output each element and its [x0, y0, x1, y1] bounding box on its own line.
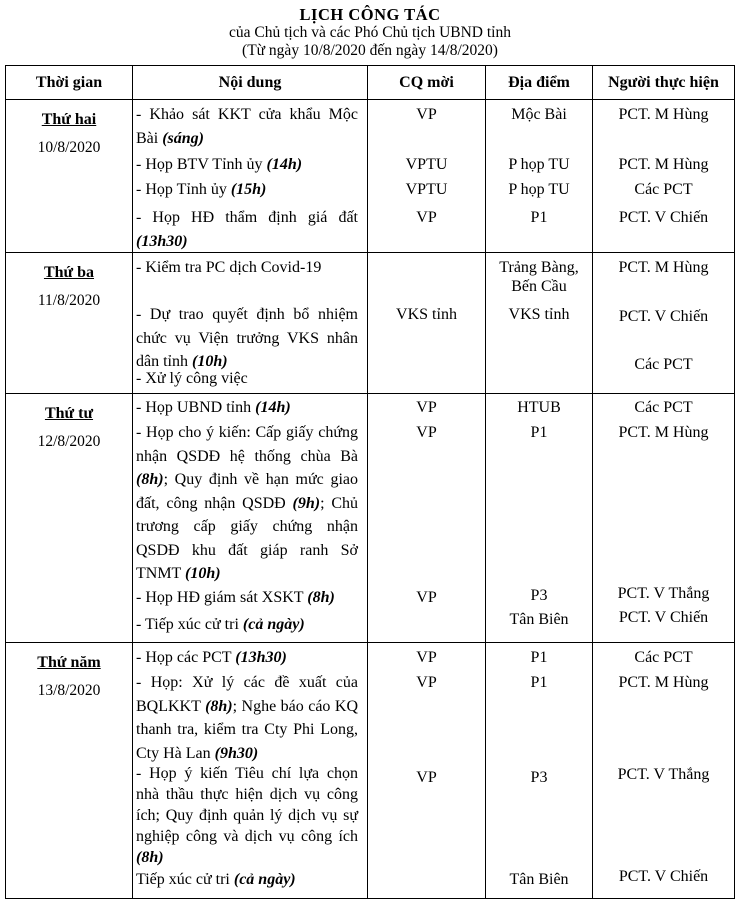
place-text: P họp TU [508, 156, 570, 173]
person-text: PCT. M Hùng [618, 106, 709, 123]
day-name: Thứ hai [41, 111, 97, 128]
col-header-place: Địa điểm [486, 66, 593, 100]
org-text: VP [416, 589, 437, 606]
place-text: Tân Biên [509, 611, 569, 628]
document-title: LỊCH CÔNG TÁC [299, 5, 441, 24]
list-item: - Họp cho ý kiến: Cấp giấy chứng nhận QSDĐ hệ thống chùa Bà (8h); Quy định về hạn mức giao đất, công nhận QSDĐ (9h); Chủ trương cấp giấy chứng nhận QSDĐ khu đất giáp ranh Sở TNMT (10h) [136, 424, 358, 582]
place-text: P1 [530, 649, 548, 666]
place-text: Tân Biên [509, 871, 569, 888]
org-text: VKS tỉnh [396, 306, 457, 323]
schedule-table [5, 65, 735, 899]
person-cell [593, 643, 735, 899]
list-item: - Họp HĐ thẩm định giá đất (13h30) [136, 209, 358, 250]
person-text: PCT. M Hùng [618, 424, 709, 441]
org-text: VPTU [405, 181, 448, 198]
org-text: VP [416, 209, 437, 226]
place-text: P họp TU [508, 181, 570, 198]
person-text: PCT. V Chiến [618, 308, 709, 325]
document-subtitle: của Chủ tịch và các Phó Chủ tịch UBND tỉnh [229, 24, 511, 41]
day-row-thursday [6, 643, 735, 899]
day-cell [6, 394, 133, 643]
org-cell [368, 394, 486, 643]
list-item: - Họp BTV Tỉnh ủy (14h) [136, 156, 303, 173]
day-date: 13/8/2020 [37, 682, 101, 699]
day-name: Thứ năm [37, 654, 101, 671]
place-cell [486, 394, 593, 643]
org-text: VP [416, 106, 437, 123]
day-date: 12/8/2020 [37, 433, 101, 450]
place-text: P3 [530, 769, 548, 786]
org-text: VP [416, 674, 437, 691]
place-cell [486, 643, 593, 899]
day-cell [6, 643, 133, 899]
content-cell [133, 394, 368, 643]
person-text: PCT. V Chiến [618, 868, 709, 885]
list-item: - Họp UBND tỉnh (14h) [136, 399, 291, 416]
col-header-org: CQ mời [368, 66, 486, 100]
person-cell [593, 100, 735, 253]
person-text: PCT. M Hùng [618, 259, 709, 276]
person-text: PCT. V Chiến [618, 209, 709, 226]
place-text: P3 [530, 587, 548, 604]
day-cell [6, 253, 133, 394]
org-text: VP [416, 399, 437, 416]
org-cell [368, 643, 486, 899]
list-item: - Xử lý công việc [136, 370, 248, 387]
col-header-time: Thời gian [6, 66, 133, 100]
person-text: PCT. V Thắng [617, 585, 710, 602]
list-item: - Họp Tỉnh ủy (15h) [136, 181, 267, 198]
list-item: - Kiểm tra PC dịch Covid-19 [136, 259, 322, 276]
day-date: 10/8/2020 [37, 139, 101, 156]
day-cell [6, 100, 133, 253]
place-cell [486, 100, 593, 253]
person-text: Các PCT [634, 181, 693, 198]
date-range: (Từ ngày 10/8/2020 đến ngày 14/8/2020) [242, 42, 498, 59]
list-item: - Khảo sát KKT cửa khẩu Mộc Bài (sáng) [136, 106, 358, 147]
person-text: Các PCT [634, 399, 693, 416]
org-text: VP [416, 769, 437, 786]
org-text: VPTU [405, 156, 448, 173]
list-item: - Họp ý kiến Tiêu chí lựa chọn nhà thầu thực hiện dịch vụ công ích; Quy định quản lý dịch vụ sự nghiệp công và dịch vụ công ích (8h) [136, 765, 358, 866]
day-row-tuesday [6, 253, 735, 394]
day-row-wednesday [6, 394, 735, 643]
org-cell [368, 100, 486, 253]
place-text: P1 [530, 674, 548, 691]
place-text: Trảng Bàng, Bến Cầu [499, 259, 579, 295]
person-cell [593, 394, 735, 643]
person-cell [593, 253, 735, 394]
day-row-monday [6, 100, 735, 253]
list-item: Tiếp xúc cử tri (cả ngày) [136, 871, 296, 888]
person-text: Các PCT [634, 649, 693, 666]
content-cell [133, 253, 368, 394]
col-header-person: Người thực hiện [593, 66, 735, 100]
list-item: - Họp: Xử lý các đề xuất của BQLKKT (8h); Nghe báo cáo KQ thanh tra, kiểm tra Cty Phi Long, Cty Hà Lan (9h30) [136, 674, 359, 762]
place-cell [486, 253, 593, 394]
person-text: PCT. V Chiến [618, 609, 709, 626]
org-cell [368, 253, 486, 394]
place-text: Mộc Bài [511, 106, 567, 123]
day-date: 11/8/2020 [37, 292, 101, 309]
place-text: P1 [530, 424, 548, 441]
list-item: - Dự trao quyết định bổ nhiệm chức vụ Viện trưởng VKS nhân dân tỉnh (10h) [136, 306, 358, 370]
person-text: Các PCT [634, 356, 693, 373]
place-text: HTUB [517, 399, 561, 416]
place-text: VKS tỉnh [508, 306, 570, 323]
document-header [0, 0, 740, 60]
person-text: PCT. M Hùng [618, 156, 709, 173]
person-text: PCT. V Thắng [617, 766, 710, 783]
org-text: VP [416, 649, 437, 666]
day-name: Thứ ba [43, 264, 95, 281]
day-name: Thứ tư [44, 405, 94, 422]
list-item: - Tiếp xúc cử tri (cả ngày) [136, 616, 305, 633]
list-item: - Họp HĐ giám sát XSKT (8h) [136, 589, 335, 606]
content-cell [133, 100, 368, 253]
col-header-content: Nội dung [133, 66, 368, 100]
header-row [6, 66, 735, 100]
list-item: - Họp các PCT (13h30) [136, 649, 287, 666]
person-text: PCT. M Hùng [618, 674, 709, 691]
place-text: P1 [530, 209, 548, 226]
org-text: VP [416, 424, 437, 441]
content-cell [133, 643, 368, 899]
